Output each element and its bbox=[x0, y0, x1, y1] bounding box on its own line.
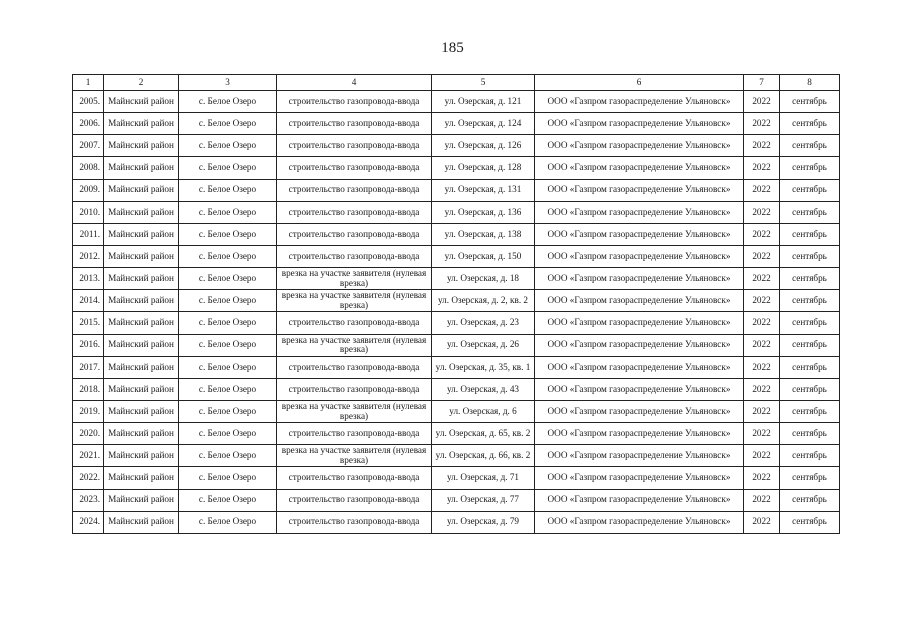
settlement-cell: с. Белое Озеро bbox=[179, 467, 277, 489]
work-type-cell: строительство газопровода-ввода bbox=[277, 201, 432, 223]
settlement-cell: с. Белое Озеро bbox=[179, 312, 277, 334]
address-cell: ул. Озерская, д. 71 bbox=[432, 467, 535, 489]
address-cell: ул. Озерская, д. 77 bbox=[432, 489, 535, 511]
table-row bbox=[73, 179, 840, 201]
work-type-cell: врезка на участке заявителя (нулевая врезка) bbox=[277, 290, 432, 312]
year-cell: 2022 bbox=[744, 489, 780, 511]
month-cell: сентябрь bbox=[780, 290, 840, 312]
column-header-1: 1 bbox=[73, 75, 104, 91]
work-type-cell: строительство газопровода-ввода bbox=[277, 423, 432, 445]
month-cell: сентябрь bbox=[780, 334, 840, 356]
month-cell: сентябрь bbox=[780, 157, 840, 179]
table-row bbox=[73, 91, 840, 113]
work-type-cell: строительство газопровода-ввода bbox=[277, 489, 432, 511]
settlement-cell: с. Белое Озеро bbox=[179, 135, 277, 157]
year-cell: 2022 bbox=[744, 378, 780, 400]
settlement-cell: с. Белое Озеро bbox=[179, 268, 277, 290]
year-cell: 2022 bbox=[744, 290, 780, 312]
settlement-cell: с. Белое Озеро bbox=[179, 334, 277, 356]
table-row bbox=[73, 356, 840, 378]
row-number-cell: 2015. bbox=[73, 312, 104, 334]
year-cell: 2022 bbox=[744, 113, 780, 135]
district-cell: Майнский район bbox=[104, 113, 179, 135]
row-number-cell: 2006. bbox=[73, 113, 104, 135]
table-row bbox=[73, 290, 840, 312]
work-type-cell: строительство газопровода-ввода bbox=[277, 312, 432, 334]
settlement-cell: с. Белое Озеро bbox=[179, 223, 277, 245]
settlement-cell: с. Белое Озеро bbox=[179, 511, 277, 533]
organization-cell: ООО «Газпром газораспределение Ульяновск» bbox=[535, 312, 744, 334]
year-cell: 2022 bbox=[744, 356, 780, 378]
table-header bbox=[73, 75, 840, 91]
organization-cell: ООО «Газпром газораспределение Ульяновск» bbox=[535, 400, 744, 422]
table-row bbox=[73, 378, 840, 400]
table-row bbox=[73, 157, 840, 179]
organization-cell: ООО «Газпром газораспределение Ульяновск» bbox=[535, 268, 744, 290]
year-cell: 2022 bbox=[744, 157, 780, 179]
month-cell: сентябрь bbox=[780, 179, 840, 201]
column-header-7: 7 bbox=[744, 75, 780, 91]
organization-cell: ООО «Газпром газораспределение Ульяновск» bbox=[535, 445, 744, 467]
work-type-cell: строительство газопровода-ввода bbox=[277, 223, 432, 245]
address-cell: ул. Озерская, д. 35, кв. 1 bbox=[432, 356, 535, 378]
address-cell: ул. Озерская, д. 128 bbox=[432, 157, 535, 179]
address-cell: ул. Озерская, д. 26 bbox=[432, 334, 535, 356]
year-cell: 2022 bbox=[744, 511, 780, 533]
district-cell: Майнский район bbox=[104, 489, 179, 511]
district-cell: Майнский район bbox=[104, 312, 179, 334]
row-number-cell: 2021. bbox=[73, 445, 104, 467]
month-cell: сентябрь bbox=[780, 135, 840, 157]
work-type-cell: врезка на участке заявителя (нулевая врезка) bbox=[277, 268, 432, 290]
table-row bbox=[73, 268, 840, 290]
row-number-cell: 2005. bbox=[73, 91, 104, 113]
month-cell: сентябрь bbox=[780, 201, 840, 223]
month-cell: сентябрь bbox=[780, 511, 840, 533]
row-number-cell: 2023. bbox=[73, 489, 104, 511]
organization-cell: ООО «Газпром газораспределение Ульяновск» bbox=[535, 245, 744, 267]
table-row bbox=[73, 245, 840, 267]
column-header-3: 3 bbox=[179, 75, 277, 91]
year-cell: 2022 bbox=[744, 268, 780, 290]
district-cell: Майнский район bbox=[104, 245, 179, 267]
address-cell: ул. Озерская, д. 126 bbox=[432, 135, 535, 157]
district-cell: Майнский район bbox=[104, 135, 179, 157]
district-cell: Майнский район bbox=[104, 157, 179, 179]
settlement-cell: с. Белое Озеро bbox=[179, 489, 277, 511]
district-cell: Майнский район bbox=[104, 445, 179, 467]
column-header-6: 6 bbox=[535, 75, 744, 91]
address-cell: ул. Озерская, д. 79 bbox=[432, 511, 535, 533]
year-cell: 2022 bbox=[744, 445, 780, 467]
address-cell: ул. Озерская, д. 65, кв. 2 bbox=[432, 423, 535, 445]
row-number-cell: 2020. bbox=[73, 423, 104, 445]
column-header-8: 8 bbox=[780, 75, 840, 91]
settlement-cell: с. Белое Озеро bbox=[179, 113, 277, 135]
column-header-4: 4 bbox=[277, 75, 432, 91]
settlement-cell: с. Белое Озеро bbox=[179, 245, 277, 267]
work-type-cell: строительство газопровода-ввода bbox=[277, 467, 432, 489]
table-row bbox=[73, 135, 840, 157]
month-cell: сентябрь bbox=[780, 489, 840, 511]
district-cell: Майнский район bbox=[104, 400, 179, 422]
district-cell: Майнский район bbox=[104, 423, 179, 445]
table-body bbox=[73, 91, 840, 534]
table-row bbox=[73, 445, 840, 467]
district-cell: Майнский район bbox=[104, 511, 179, 533]
address-cell: ул. Озерская, д. 131 bbox=[432, 179, 535, 201]
organization-cell: ООО «Газпром газораспределение Ульяновск» bbox=[535, 378, 744, 400]
district-cell: Майнский район bbox=[104, 334, 179, 356]
settlement-cell: с. Белое Озеро bbox=[179, 400, 277, 422]
work-type-cell: врезка на участке заявителя (нулевая врезка) bbox=[277, 400, 432, 422]
table-row bbox=[73, 312, 840, 334]
district-cell: Майнский район bbox=[104, 201, 179, 223]
year-cell: 2022 bbox=[744, 245, 780, 267]
work-type-cell: строительство газопровода-ввода bbox=[277, 135, 432, 157]
year-cell: 2022 bbox=[744, 467, 780, 489]
organization-cell: ООО «Газпром газораспределение Ульяновск» bbox=[535, 201, 744, 223]
address-cell: ул. Озерская, д. 2, кв. 2 bbox=[432, 290, 535, 312]
address-cell: ул. Озерская, д. 138 bbox=[432, 223, 535, 245]
organization-cell: ООО «Газпром газораспределение Ульяновск» bbox=[535, 223, 744, 245]
settlement-cell: с. Белое Озеро bbox=[179, 157, 277, 179]
month-cell: сентябрь bbox=[780, 423, 840, 445]
settlement-cell: с. Белое Озеро bbox=[179, 91, 277, 113]
address-cell: ул. Озерская, д. 136 bbox=[432, 201, 535, 223]
organization-cell: ООО «Газпром газораспределение Ульяновск» bbox=[535, 157, 744, 179]
organization-cell: ООО «Газпром газораспределение Ульяновск» bbox=[535, 511, 744, 533]
district-cell: Майнский район bbox=[104, 223, 179, 245]
row-number-cell: 2007. bbox=[73, 135, 104, 157]
address-cell: ул. Озерская, д. 43 bbox=[432, 378, 535, 400]
month-cell: сентябрь bbox=[780, 378, 840, 400]
work-type-cell: строительство газопровода-ввода bbox=[277, 157, 432, 179]
year-cell: 2022 bbox=[744, 312, 780, 334]
organization-cell: ООО «Газпром газораспределение Ульяновск» bbox=[535, 467, 744, 489]
month-cell: сентябрь bbox=[780, 467, 840, 489]
work-type-cell: строительство газопровода-ввода bbox=[277, 511, 432, 533]
work-type-cell: врезка на участке заявителя (нулевая врезка) bbox=[277, 334, 432, 356]
work-type-cell: строительство газопровода-ввода bbox=[277, 356, 432, 378]
month-cell: сентябрь bbox=[780, 356, 840, 378]
row-number-cell: 2010. bbox=[73, 201, 104, 223]
table-row bbox=[73, 511, 840, 533]
district-cell: Майнский район bbox=[104, 268, 179, 290]
month-cell: сентябрь bbox=[780, 245, 840, 267]
row-number-cell: 2008. bbox=[73, 157, 104, 179]
organization-cell: ООО «Газпром газораспределение Ульяновск» bbox=[535, 356, 744, 378]
year-cell: 2022 bbox=[744, 400, 780, 422]
row-number-cell: 2022. bbox=[73, 467, 104, 489]
table-row bbox=[73, 400, 840, 422]
work-type-cell: строительство газопровода-ввода bbox=[277, 179, 432, 201]
month-cell: сентябрь bbox=[780, 400, 840, 422]
work-type-cell: строительство газопровода-ввода bbox=[277, 113, 432, 135]
table-row bbox=[73, 489, 840, 511]
organization-cell: ООО «Газпром газораспределение Ульяновск» bbox=[535, 179, 744, 201]
year-cell: 2022 bbox=[744, 135, 780, 157]
row-number-cell: 2014. bbox=[73, 290, 104, 312]
address-cell: ул. Озерская, д. 66, кв. 2 bbox=[432, 445, 535, 467]
month-cell: сентябрь bbox=[780, 445, 840, 467]
address-cell: ул. Озерская, д. 150 bbox=[432, 245, 535, 267]
address-cell: ул. Озерская, д. 6 bbox=[432, 400, 535, 422]
month-cell: сентябрь bbox=[780, 268, 840, 290]
row-number-cell: 2018. bbox=[73, 378, 104, 400]
column-header-2: 2 bbox=[104, 75, 179, 91]
district-cell: Майнский район bbox=[104, 179, 179, 201]
organization-cell: ООО «Газпром газораспределение Ульяновск» bbox=[535, 334, 744, 356]
row-number-cell: 2009. bbox=[73, 179, 104, 201]
work-type-cell: врезка на участке заявителя (нулевая врезка) bbox=[277, 445, 432, 467]
year-cell: 2022 bbox=[744, 201, 780, 223]
page-number: 185 bbox=[441, 40, 464, 56]
organization-cell: ООО «Газпром газораспределение Ульяновск» bbox=[535, 113, 744, 135]
organization-cell: ООО «Газпром газораспределение Ульяновск» bbox=[535, 290, 744, 312]
work-type-cell: строительство газопровода-ввода bbox=[277, 91, 432, 113]
address-cell: ул. Озерская, д. 23 bbox=[432, 312, 535, 334]
month-cell: сентябрь bbox=[780, 312, 840, 334]
settlement-cell: с. Белое Озеро bbox=[179, 179, 277, 201]
organization-cell: ООО «Газпром газораспределение Ульяновск» bbox=[535, 135, 744, 157]
table-row bbox=[73, 201, 840, 223]
row-number-cell: 2017. bbox=[73, 356, 104, 378]
district-cell: Майнский район bbox=[104, 467, 179, 489]
year-cell: 2022 bbox=[744, 179, 780, 201]
year-cell: 2022 bbox=[744, 223, 780, 245]
year-cell: 2022 bbox=[744, 423, 780, 445]
header-row bbox=[73, 75, 840, 91]
row-number-cell: 2019. bbox=[73, 400, 104, 422]
table-row bbox=[73, 423, 840, 445]
month-cell: сентябрь bbox=[780, 113, 840, 135]
work-type-cell: строительство газопровода-ввода bbox=[277, 378, 432, 400]
district-cell: Майнский район bbox=[104, 91, 179, 113]
settlement-cell: с. Белое Озеро bbox=[179, 378, 277, 400]
settlement-cell: с. Белое Озеро bbox=[179, 356, 277, 378]
row-number-cell: 2012. bbox=[73, 245, 104, 267]
table-row bbox=[73, 113, 840, 135]
row-number-cell: 2013. bbox=[73, 268, 104, 290]
address-cell: ул. Озерская, д. 124 bbox=[432, 113, 535, 135]
address-cell: ул. Озерская, д. 121 bbox=[432, 91, 535, 113]
row-number-cell: 2016. bbox=[73, 334, 104, 356]
district-cell: Майнский район bbox=[104, 290, 179, 312]
month-cell: сентябрь bbox=[780, 223, 840, 245]
month-cell: сентябрь bbox=[780, 91, 840, 113]
organization-cell: ООО «Газпром газораспределение Ульяновск» bbox=[535, 423, 744, 445]
address-cell: ул. Озерская, д. 18 bbox=[432, 268, 535, 290]
row-number-cell: 2011. bbox=[73, 223, 104, 245]
year-cell: 2022 bbox=[744, 334, 780, 356]
work-type-cell: строительство газопровода-ввода bbox=[277, 245, 432, 267]
district-cell: Майнский район bbox=[104, 356, 179, 378]
settlement-cell: с. Белое Озеро bbox=[179, 423, 277, 445]
settlement-cell: с. Белое Озеро bbox=[179, 445, 277, 467]
district-cell: Майнский район bbox=[104, 378, 179, 400]
register-table bbox=[72, 74, 840, 534]
table-row bbox=[73, 467, 840, 489]
column-header-5: 5 bbox=[432, 75, 535, 91]
settlement-cell: с. Белое Озеро bbox=[179, 201, 277, 223]
table-row bbox=[73, 334, 840, 356]
row-number-cell: 2024. bbox=[73, 511, 104, 533]
year-cell: 2022 bbox=[744, 91, 780, 113]
table-row bbox=[73, 223, 840, 245]
organization-cell: ООО «Газпром газораспределение Ульяновск» bbox=[535, 91, 744, 113]
organization-cell: ООО «Газпром газораспределение Ульяновск» bbox=[535, 489, 744, 511]
settlement-cell: с. Белое Озеро bbox=[179, 290, 277, 312]
